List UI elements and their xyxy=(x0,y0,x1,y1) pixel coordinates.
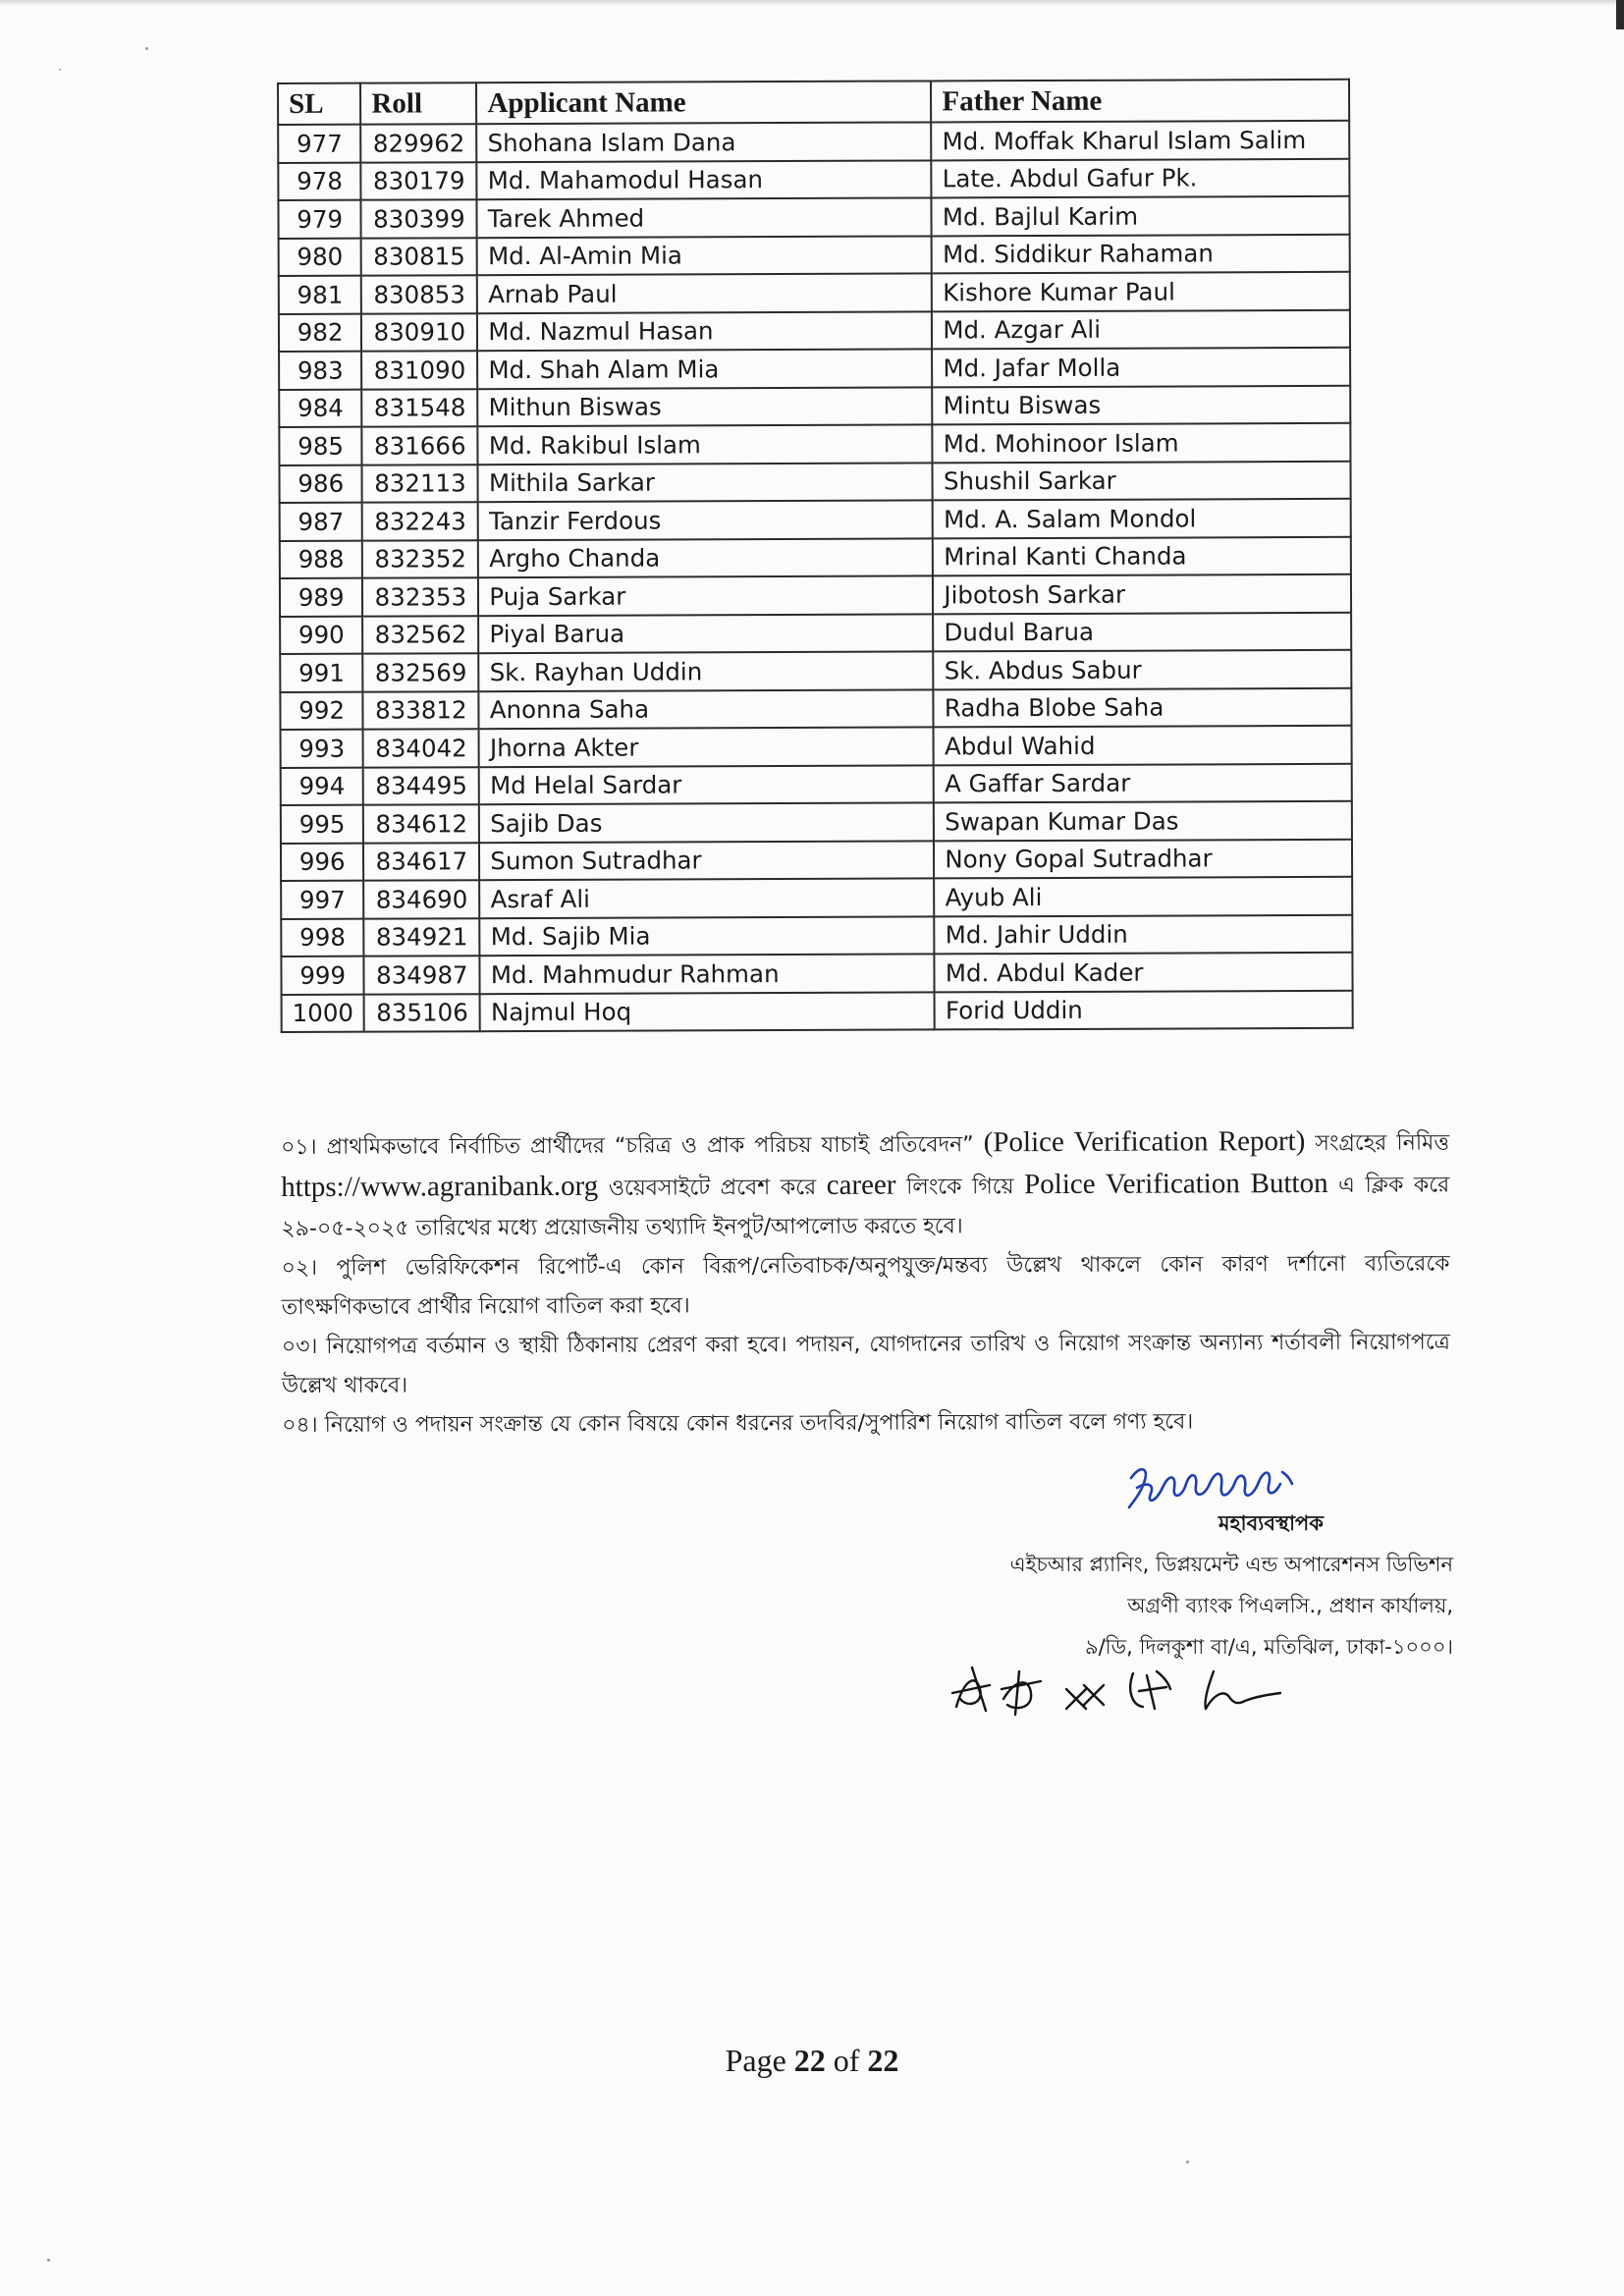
table-row xyxy=(281,953,1352,995)
cell-roll: 834612 xyxy=(363,804,479,843)
table-row xyxy=(280,687,1351,730)
cell-father-name: Kishore Kumar Paul xyxy=(932,272,1350,311)
cell-applicant-name: Puja Sarkar xyxy=(478,575,933,615)
signatory-title: মহাব্যবস্থাপক xyxy=(1218,1511,1324,1535)
cell-roll: 835106 xyxy=(364,994,480,1032)
note-1-career-link: career xyxy=(826,1169,896,1201)
footer-current-page: 22 xyxy=(793,2043,826,2078)
table-header-row xyxy=(278,80,1350,125)
cell-roll: 834921 xyxy=(364,918,480,957)
note-1-text-i: এ ক্লিক করে ২৯-০৫-২০২৫ তারিখের মধ্যে প্রয়োজনীয় তথ্যাদি ইনপুট/আপলোড করতে হবে। xyxy=(281,1173,1450,1241)
page-scan-edge xyxy=(0,0,1624,6)
cell-applicant-name: Tanzir Ferdous xyxy=(478,500,933,539)
header-roll: Roll xyxy=(360,82,476,124)
cell-roll: 833812 xyxy=(363,691,479,730)
note-1-text-e: ওয়েবসাইটে প্রবেশ করে xyxy=(598,1175,827,1201)
table-row xyxy=(278,196,1349,239)
scan-speck xyxy=(145,47,148,50)
footer-total-pages: 22 xyxy=(867,2043,899,2078)
table-row xyxy=(280,536,1351,578)
cell-father-name: Md. A. Salam Mondol xyxy=(933,499,1351,538)
cell-roll: 830179 xyxy=(361,162,477,200)
cell-applicant-name: Md. Al-Amin Mia xyxy=(477,236,932,275)
cell-father-name: Mintu Biswas xyxy=(933,385,1351,424)
committee-initials xyxy=(947,1660,1300,1721)
table-row xyxy=(278,121,1349,163)
cell-applicant-name: Md. Mahamodul Hasan xyxy=(477,160,932,199)
cell-applicant-name: Piyal Barua xyxy=(478,614,933,653)
table-row xyxy=(281,877,1352,919)
table-row xyxy=(278,158,1349,200)
cell-sl: 995 xyxy=(281,805,364,844)
cell-father-name: Sk. Abdus Sabur xyxy=(934,650,1352,689)
cell-sl: 986 xyxy=(279,465,362,503)
cell-roll: 832352 xyxy=(362,540,478,578)
cell-sl: 980 xyxy=(279,238,362,276)
signatory-bank: অগ্রণী ব্যাংক পিএলসি., প্রধান কার্যালয়, xyxy=(1127,1594,1453,1617)
page-scan-corner xyxy=(1616,0,1624,29)
cell-father-name: Swapan Kumar Das xyxy=(934,801,1352,841)
footer-prefix: Page xyxy=(725,2043,794,2078)
cell-applicant-name: Asraf Ali xyxy=(479,878,934,917)
cell-applicant-name: Sk. Rayhan Uddin xyxy=(479,651,934,690)
cell-sl: 988 xyxy=(280,540,363,578)
cell-father-name: Md. Jafar Molla xyxy=(932,348,1350,387)
cell-father-name: Mrinal Kanti Chanda xyxy=(933,536,1351,575)
cell-father-name: Forid Uddin xyxy=(935,990,1353,1029)
cell-sl: 993 xyxy=(281,730,364,768)
cell-roll: 832353 xyxy=(362,577,478,616)
cell-father-name: Late. Abdul Gafur Pk. xyxy=(932,158,1350,197)
table-row xyxy=(279,348,1350,390)
note-1-text-c: সংগ্রহের নিমিত্ত xyxy=(1305,1130,1450,1156)
cell-roll: 831548 xyxy=(362,389,478,427)
cell-sl: 997 xyxy=(281,881,364,919)
cell-sl: 996 xyxy=(281,843,364,881)
header-applicant-name: Applicant Name xyxy=(476,81,931,124)
cell-roll: 832569 xyxy=(363,653,479,691)
cell-applicant-name: Md. Sajib Mia xyxy=(480,916,935,956)
selected-candidates-table xyxy=(277,79,1354,1033)
note-1 xyxy=(281,1121,1449,1249)
cell-roll: 831666 xyxy=(362,426,478,465)
cell-father-name: Radha Blobe Saha xyxy=(934,687,1352,727)
note-1-website-link[interactable]: https://www.agranibank.org xyxy=(281,1170,599,1203)
table-row xyxy=(281,801,1352,844)
cell-father-name: Nony Gopal Sutradhar xyxy=(934,839,1352,878)
signatory-address: ৯/ডি, দিলকুশা বা/এ, মতিঝিল, ঢাকা-১০০০। xyxy=(1084,1635,1453,1659)
cell-applicant-name: Md. Mahmudur Rahman xyxy=(480,954,935,993)
scan-speck xyxy=(59,69,61,71)
cell-father-name: Shushil Sarkar xyxy=(933,461,1351,500)
table-row xyxy=(279,309,1350,352)
cell-sl: 992 xyxy=(280,691,363,730)
cell-sl: 978 xyxy=(278,162,361,200)
cell-roll: 834495 xyxy=(363,767,479,805)
table-row xyxy=(281,914,1352,957)
cell-applicant-name: Md Helal Sardar xyxy=(479,765,934,804)
cell-sl: 981 xyxy=(279,276,362,314)
cell-sl: 985 xyxy=(279,427,362,465)
cell-sl: 977 xyxy=(278,125,361,163)
cell-sl: 1000 xyxy=(282,994,365,1032)
cell-father-name: A Gaffar Sardar xyxy=(934,763,1352,802)
footer-of: of xyxy=(825,2043,868,2078)
note-1-report-name: (Police Verification Report) xyxy=(983,1124,1306,1159)
cell-applicant-name: Mithun Biswas xyxy=(478,387,933,426)
signatory-division: এইচআর প্ল্যানিং, ডিপ্লয়মেন্ট এন্ড অপারেশনস ডিভিশন xyxy=(1009,1553,1453,1576)
table-row xyxy=(281,839,1352,881)
table-row xyxy=(280,499,1351,541)
cell-sl: 983 xyxy=(279,352,362,390)
cell-sl: 982 xyxy=(279,313,362,352)
note-1-text-a: ০১। প্রাথমিকভাবে নির্বাচিত প্রার্থীদের “চরিত্র ও প্রাক পরিচয় যাচাই প্রতিবেদন” xyxy=(281,1132,984,1160)
cell-father-name: Md. Jahir Uddin xyxy=(935,914,1353,954)
note-4: ০৪। নিয়োগ ও পদায়ন সংক্রান্ত যে কোন বিষয়ে কোন ধরনের তদবির/সুপারিশ নিয়োগ বাতিল বলে গণ্য হবে। xyxy=(282,1409,1194,1438)
cell-roll: 832113 xyxy=(362,465,478,503)
cell-roll: 834690 xyxy=(363,880,479,918)
cell-applicant-name: Mithila Sarkar xyxy=(478,463,933,502)
table-body xyxy=(278,121,1353,1032)
note-1-button-name: Police Verification Button xyxy=(1024,1167,1328,1201)
note-2: ০২। পুলিশ ভেরিফিকেশন রিপোর্ট-এ কোন বিরূপ/নেতিবাচক/অনুপযুক্ত/মন্তব্য উল্লেখ থাকলে কোন কারণ দর্শানো ব্যতিরেকে তাৎক্ষণিকভাবে প্রার্থীর নিয়োগ বাতিল করা হবে। xyxy=(281,1251,1450,1320)
cell-father-name: Abdul Wahid xyxy=(934,726,1352,765)
cell-applicant-name: Md. Rakibul Islam xyxy=(478,424,933,464)
cell-roll: 834987 xyxy=(364,956,480,994)
cell-sl: 990 xyxy=(280,616,363,654)
cell-applicant-name: Jhorna Akter xyxy=(479,727,934,766)
signatory-block xyxy=(884,1503,1453,1667)
table-row xyxy=(280,612,1351,654)
cell-roll: 830853 xyxy=(361,275,477,313)
cell-sl: 987 xyxy=(280,503,363,541)
note-1-text-g: লিংকে গিয়ে xyxy=(895,1175,1025,1200)
notes-section xyxy=(281,1121,1450,1446)
cell-roll: 832243 xyxy=(362,502,478,540)
cell-roll: 829962 xyxy=(361,124,477,162)
table-row xyxy=(281,726,1352,768)
cell-father-name: Md. Moffak Kharul Islam Salim xyxy=(932,121,1350,160)
cell-roll: 834042 xyxy=(363,729,479,767)
cell-applicant-name: Md. Shah Alam Mia xyxy=(477,349,932,388)
cell-roll: 830399 xyxy=(361,199,477,238)
cell-applicant-name: Md. Nazmul Hasan xyxy=(477,311,932,351)
cell-sl: 979 xyxy=(278,200,361,239)
cell-applicant-name: Arnab Paul xyxy=(477,273,932,312)
table-row xyxy=(282,990,1353,1032)
cell-sl: 998 xyxy=(281,918,364,957)
table-row xyxy=(280,574,1351,617)
cell-roll: 832562 xyxy=(362,616,478,654)
cell-sl: 989 xyxy=(280,578,363,617)
cell-sl: 991 xyxy=(280,654,363,692)
header-sl: SL xyxy=(278,83,361,125)
cell-father-name: Jibotosh Sarkar xyxy=(933,574,1351,614)
table-row xyxy=(279,385,1350,427)
note-3: ০৩। নিয়োগপত্র বর্তমান ও স্থায়ী ঠিকানায় প্রেরণ করা হবে। পদায়ন, যোগদানের তারিখ ও নিয়োগ সংক্রান্ত অন্যান্য শর্তাবলী নিয়োগপত্রে উল্লেখ থাকবে। xyxy=(281,1330,1450,1398)
cell-sl: 999 xyxy=(281,957,364,995)
table-row xyxy=(279,234,1350,276)
cell-roll: 834617 xyxy=(363,843,479,881)
cell-applicant-name: Argho Chanda xyxy=(478,538,933,577)
cell-applicant-name: Najmul Hoq xyxy=(480,992,935,1031)
page-footer xyxy=(0,2043,1624,2079)
cell-father-name: Md. Siddikur Rahaman xyxy=(932,234,1350,273)
cell-roll: 831090 xyxy=(361,351,477,389)
table-row xyxy=(279,272,1350,314)
cell-roll: 830815 xyxy=(361,238,477,276)
cell-sl: 984 xyxy=(279,389,362,427)
cell-sl: 994 xyxy=(281,767,364,805)
scan-speck xyxy=(47,2259,50,2262)
cell-father-name: Md. Abdul Kader xyxy=(935,953,1353,992)
cell-father-name: Dudul Barua xyxy=(933,612,1351,651)
cell-applicant-name: Shohana Islam Dana xyxy=(477,122,932,161)
header-father-name: Father Name xyxy=(931,80,1349,123)
table-row xyxy=(279,423,1350,465)
cell-applicant-name: Anonna Saha xyxy=(479,689,934,729)
cell-applicant-name: Sumon Sutradhar xyxy=(479,841,934,880)
cell-father-name: Md. Azgar Ali xyxy=(932,309,1350,349)
cell-applicant-name: Sajib Das xyxy=(479,802,934,842)
cell-father-name: Md. Bajlul Karim xyxy=(932,196,1350,236)
table-row xyxy=(281,763,1352,805)
scan-speck xyxy=(1186,2160,1189,2163)
cell-roll: 830910 xyxy=(361,313,477,352)
cell-father-name: Md. Mohinoor Islam xyxy=(933,423,1351,463)
table-row xyxy=(280,650,1351,692)
cell-father-name: Ayub Ali xyxy=(934,877,1352,916)
table-row xyxy=(279,461,1350,503)
cell-applicant-name: Tarek Ahmed xyxy=(477,197,932,237)
